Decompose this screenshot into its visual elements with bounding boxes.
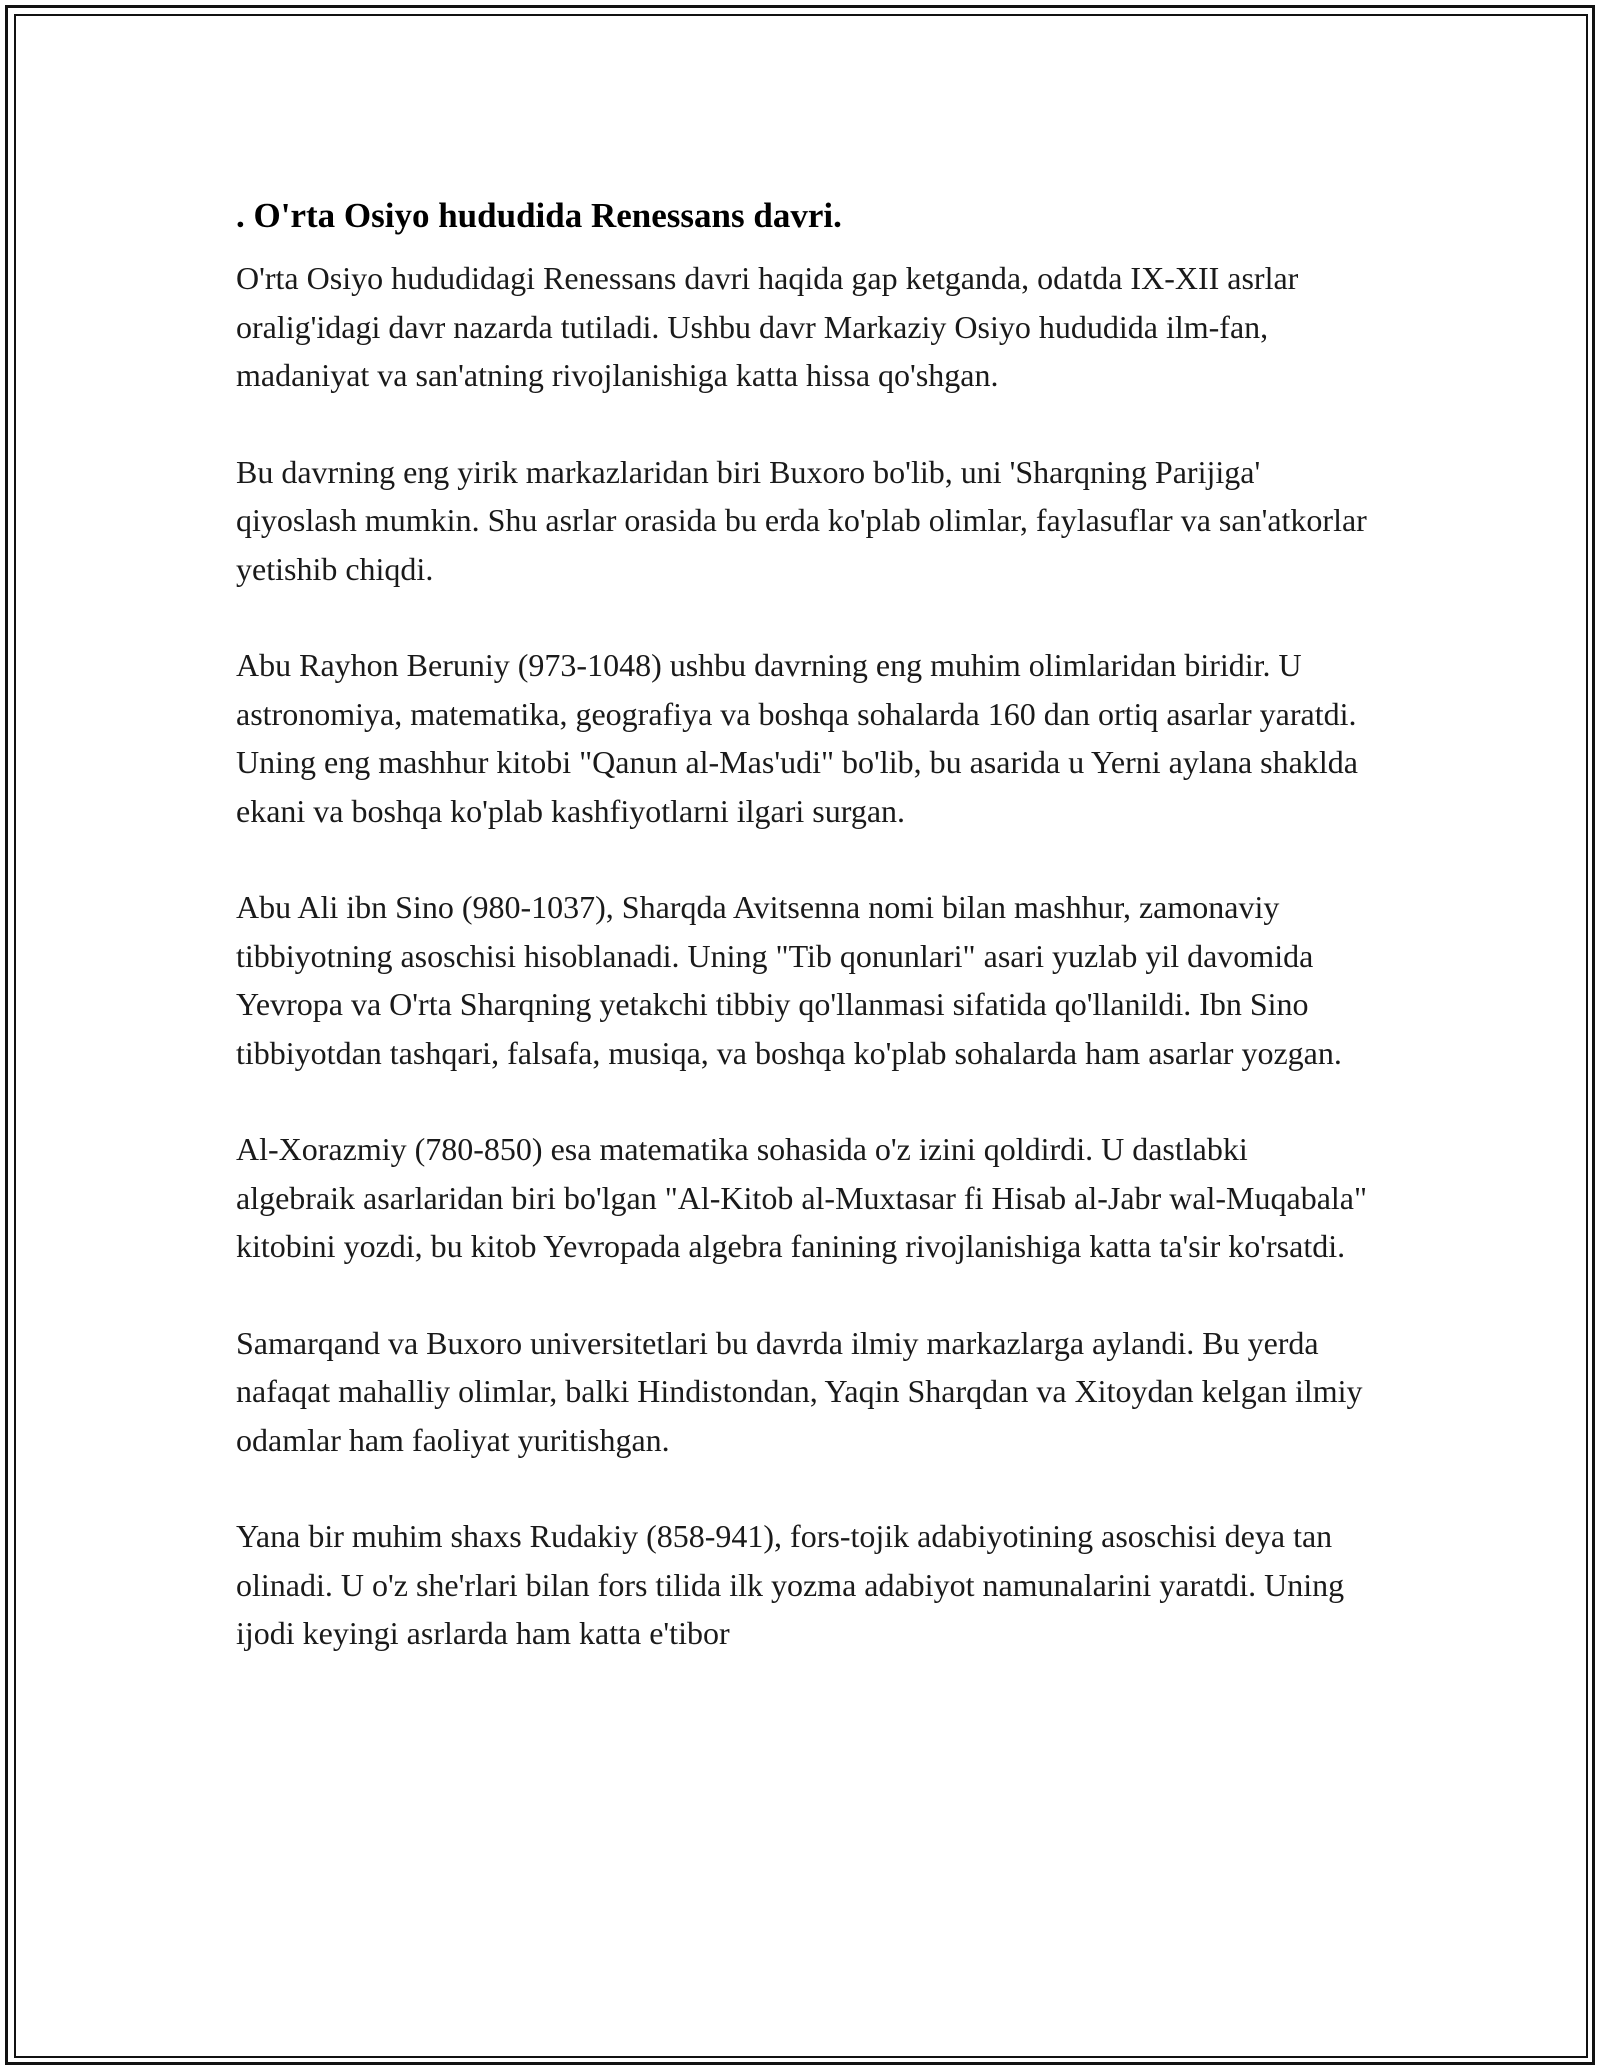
document-body xyxy=(236,188,1370,1706)
paragraph-universities: Samarqand va Buxoro universitetlari bu davrda ilmiy markazlarga aylandi. Bu yerda nafaqat mahalliy olimlar, balki Hindistondan, Yaqin Sharqdan va Xitoydan kelgan ilmiy odamlar ham faoliyat yuritishgan. xyxy=(236,1324,1363,1458)
paragraph-al-khwarizmi: Al-Xorazmiy (780-850) esa matematika sohasida o'z izini qoldirdi. U dastlabki algebraik asarlaridan biri bo'lgan "Al-Kitob al-Muxtasar fi Hisab al-Jabr wal-Muqabala" kitobini yozdi, bu kitob Yevropada algebra fanining rivojlanishiga katta ta'sir ko'rsatdi. xyxy=(236,1131,1368,1264)
paragraph-intro: O'rta Osiyo hududidagi Renessans davri haqida gap ketganda, odatda IX-XII asrlar oralig'idagi davr nazarda tutiladi. Ushbu davr Markaziy Osiyo hududida ilm-fan, madaniyat va san'atning rivojlanishiga katta hissa qo'shgan. xyxy=(236,260,1299,393)
paragraph-rudaki: Yana bir muhim shaxs Rudakiy (858-941), fors-tojik adabiyotining asoschisi deya tan olinadi. U o'z she'rlari bilan fors tilida ilk yozma adabiyot namunalarini yaratdi. Uning ijodi keyingi asrlarda ham katta e'tibor xyxy=(236,1518,1345,1651)
document-title: . O'rta Osiyo hududida Renessans davri. xyxy=(236,196,842,235)
paragraph-ibn-sino: Abu Ali ibn Sino (980-1037), Sharqda Avitsenna nomi bilan mashhur, zamonaviy tibbiyotning asoschisi hisoblanadi. Uning "Tib qonunlari" asari yuzlab yil davomida Yevropa va O'rta Sharqning yetakchi tibbiy qo'llanmasi sifatida qo'llanildi. Ibn Sino tibbiyotdan tashqari, falsafa, musiqa, va boshqa ko'plab sohalarda ham asarlar yozgan. xyxy=(236,889,1342,1071)
paragraph-beruni: Abu Rayhon Beruniy (973-1048) ushbu davrning eng muhim olimlaridan biridir. U astronomiya, matematika, geografiya va boshqa sohalarda 160 dan ortiq asarlar yaratdi. Uning eng mashhur kitobi "Qanun al-Mas'udi" bo'lib, bu asarida u Yerni aylana shaklda ekani va boshqa ko'plab kashfiyotlarni ilgari surgan. xyxy=(236,647,1358,829)
paragraph-bukhara: Bu davrning eng yirik markazlaridan biri Buxoro bo'lib, uni 'Sharqning Parijiga' qiyoslash mumkin. Shu asrlar orasida bu erda ko'plab olimlar, faylasuflar va san'atkorlar yetishib chiqdi. xyxy=(236,453,1367,587)
